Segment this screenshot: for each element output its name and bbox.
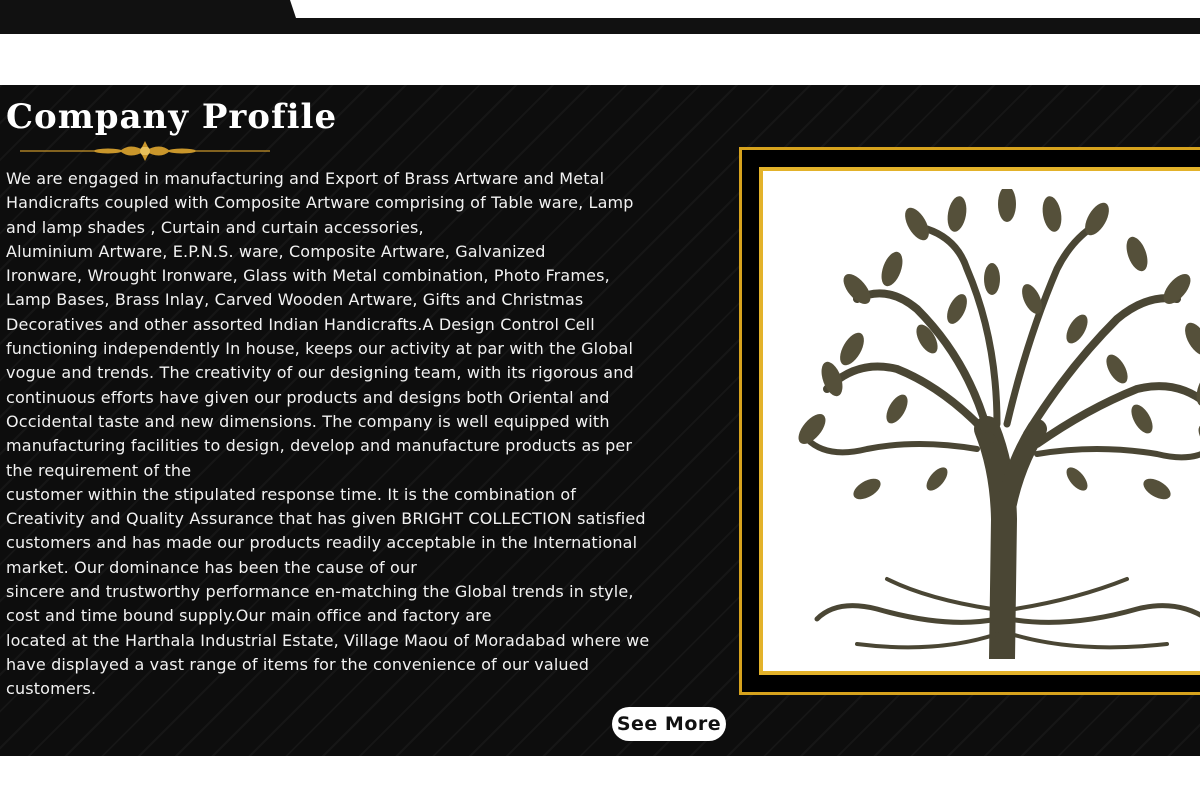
description-line: Aluminium Artware, E.P.N.S. ware, Composite Artware, Galvanized [6,241,546,261]
company-description [6,167,706,702]
product-image [759,167,1200,675]
description-line: market. Our dominance has been the cause of our [6,557,417,577]
description-line: the requirement of the [6,460,192,480]
page-footer-space [0,756,1200,807]
ornamental-divider-icon [20,141,270,161]
description-line: Decoratives and other assorted Indian Handicrafts.A Design Control Cell [6,314,595,334]
description-line: cost and time bound supply.Our main office and factory are [6,606,492,626]
company-profile-section [0,85,1200,756]
section-title: Company Profile [6,97,338,137]
description-line: Ironware, Wrought Ironware, Glass with Metal combination, Photo Frames, [6,266,610,286]
description-line: Handicrafts coupled with Composite Artware comprising of Table ware, Lamp [6,193,634,213]
description-line: Occidental taste and new dimensions. The company is well equipped with [6,411,610,431]
description-line: Creativity and Quality Assurance that has given BRIGHT COLLECTION satisfied [6,509,646,529]
description-line: functioning independently In house, keeps our activity at par with the Global [6,339,634,359]
description-line: vogue and trends. The creativity of our designing team, with its rigorous and [6,363,634,383]
description-line: have displayed a vast range of items for the convenience of our valued [6,654,590,674]
description-line: continuous efforts have given our products and designs both Oriental and [6,387,610,407]
description-line: sincere and trustworthy performance en-matching the Global trends in style, [6,582,634,602]
description-line: and lamp shades , Curtain and curtain accessories, [6,217,424,237]
product-image-frame [739,147,1200,695]
description-line: located at the Harthala Industrial Estate, Village Maou of Moradabad where we [6,630,650,650]
header-tab-shape [290,0,1200,18]
description-line: manufacturing facilities to design, develop and manufacture products as per [6,436,633,456]
top-header-bar [0,0,1200,34]
description-line: customer within the stipulated response time. It is the combination of [6,484,577,504]
description-line: customers. [6,679,97,699]
description-line: We are engaged in manufacturing and Export of Brass Artware and Metal [6,169,605,188]
tree-of-life-image [797,189,1200,659]
description-line: Lamp Bases, Brass Inlay, Carved Wooden Artware, Gifts and Christmas [6,290,584,310]
description-line: customers and has made our products readily acceptable in the International [6,533,638,553]
see-more-button[interactable]: See More [612,707,726,741]
